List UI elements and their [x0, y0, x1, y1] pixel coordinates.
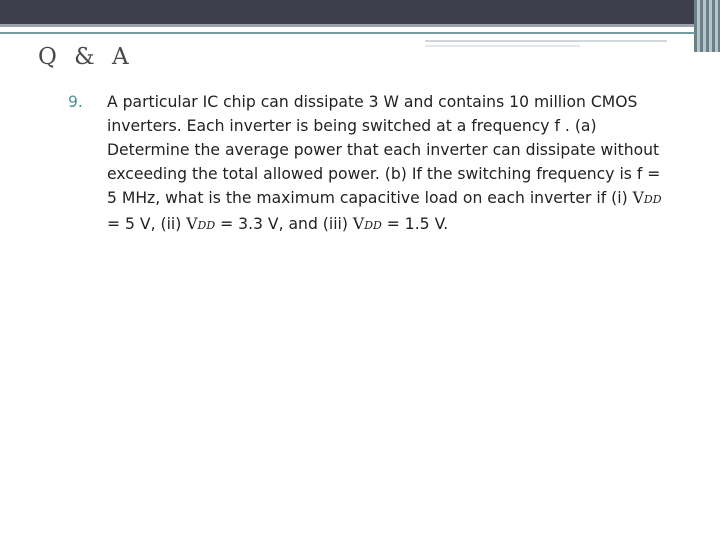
question-text-part2: = 5 V, (ii) [107, 215, 187, 233]
accent-line-tertiary [425, 45, 580, 47]
vdd-symbol: VDD [186, 215, 216, 233]
accent-line [0, 32, 695, 34]
vdd-symbol: VDD [632, 189, 662, 207]
question-number: 9. [68, 93, 83, 111]
question-text-part1: A particular IC chip can dissipate 3 W and contains 10 million CMOS inverters. Each inverter is being switched at a frequency f . (a) Determine the average power that each inverter can dissipate without exceeding the total allowed power. (b) If the switching frequency is f = 5 MHz, what is the maximum capacitive load on each inverter if (i) [107, 93, 661, 207]
header-bar-edge [0, 24, 720, 27]
question-text-part3: = 3.3 V, and (iii) [215, 215, 353, 233]
question-text-part4: = 1.5 V. [381, 215, 449, 233]
question-item [68, 90, 668, 238]
accent-line-secondary [425, 40, 667, 42]
header-bar [0, 0, 720, 24]
decorative-stripes [694, 0, 720, 52]
vdd-symbol: VDD [352, 215, 382, 233]
slide-title: Q & A [38, 44, 134, 70]
question-text [107, 90, 668, 238]
